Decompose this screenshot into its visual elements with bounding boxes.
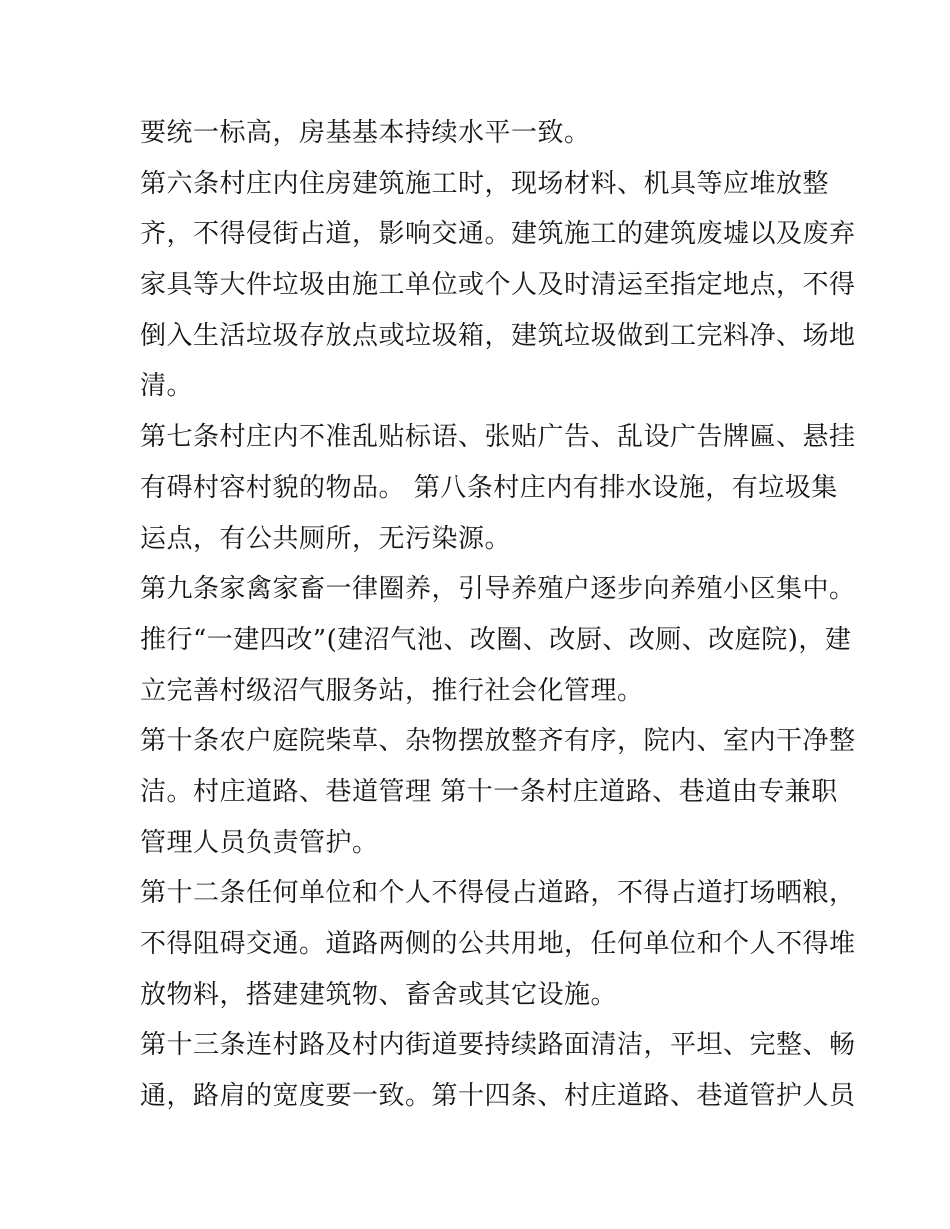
document-body [140, 108, 856, 1122]
text-line: 第七条村庄内不准乱贴标语、张贴广告、乱设广告牌匾、悬挂 [140, 422, 856, 453]
text-line: 要统一标高，房基基本持续水平一致。 [140, 118, 591, 148]
text-line: 第十条农户庭院柴草、杂物摆放整齐有序，院内、室内干净整 [140, 726, 856, 757]
paragraph-article-10-11 [140, 716, 856, 868]
text-line: 清。 [140, 371, 194, 402]
text-line: 推行“一建四改”(建沼气池、改圈、改厨、改厕、改庭院)，建 [140, 624, 852, 655]
text-line: 家具等大件垃圾由施工单位或个人及时清运至指定地点，不得 [140, 270, 856, 301]
text-line: 第十三条连村路及村内街道要持续路面清洁，平坦、完整、畅 [140, 1030, 856, 1061]
paragraph-article-9 [140, 564, 856, 716]
text-line: 齐，不得侵街占道，影响交通。建筑施工的建筑废墟以及废弃 [140, 219, 856, 250]
paragraph-article-6 [140, 159, 856, 412]
text-line: 倒入生活垃圾存放点或垃圾箱，建筑垃圾做到工完料净、场地 [140, 320, 856, 351]
paragraph-article-13-14 [140, 1020, 856, 1121]
text-line: 立完善村级沼气服务站，推行社会化管理。 [140, 675, 644, 706]
paragraph-continuation [140, 108, 830, 159]
paragraph-article-12 [140, 868, 856, 1020]
text-line: 放物料，搭建建筑物、畜舍或其它设施。 [140, 979, 618, 1010]
text-line: 第九条家禽家畜一律圈养，引导养殖户逐步向养殖小区集中。 [140, 574, 856, 605]
text-line: 运点，有公共厕所，无污染源。 [140, 523, 512, 554]
text-line: 洁。村庄道路、巷道管理 第十一条村庄道路、巷道由专兼职 [140, 776, 838, 807]
text-line: 有碍村容村貌的物品。 第八条村庄内有排水设施，有垃圾集 [140, 472, 838, 503]
paragraph-article-7-8 [140, 412, 856, 564]
text-line: 不得阻碍交通。道路两侧的公共用地，任何单位和个人不得堆 [140, 929, 856, 959]
text-line: 通，路肩的宽度要一致。第十四条、村庄道路、巷道管护人员 [140, 1081, 856, 1112]
text-line: 管理人员负责管护。 [140, 827, 379, 858]
text-line: 第十二条任何单位和个人不得侵占道路，不得占道打场晒粮， [140, 878, 856, 909]
text-line: 第六条村庄内住房建筑施工时，现场材料、机具等应堆放整 [140, 168, 830, 199]
